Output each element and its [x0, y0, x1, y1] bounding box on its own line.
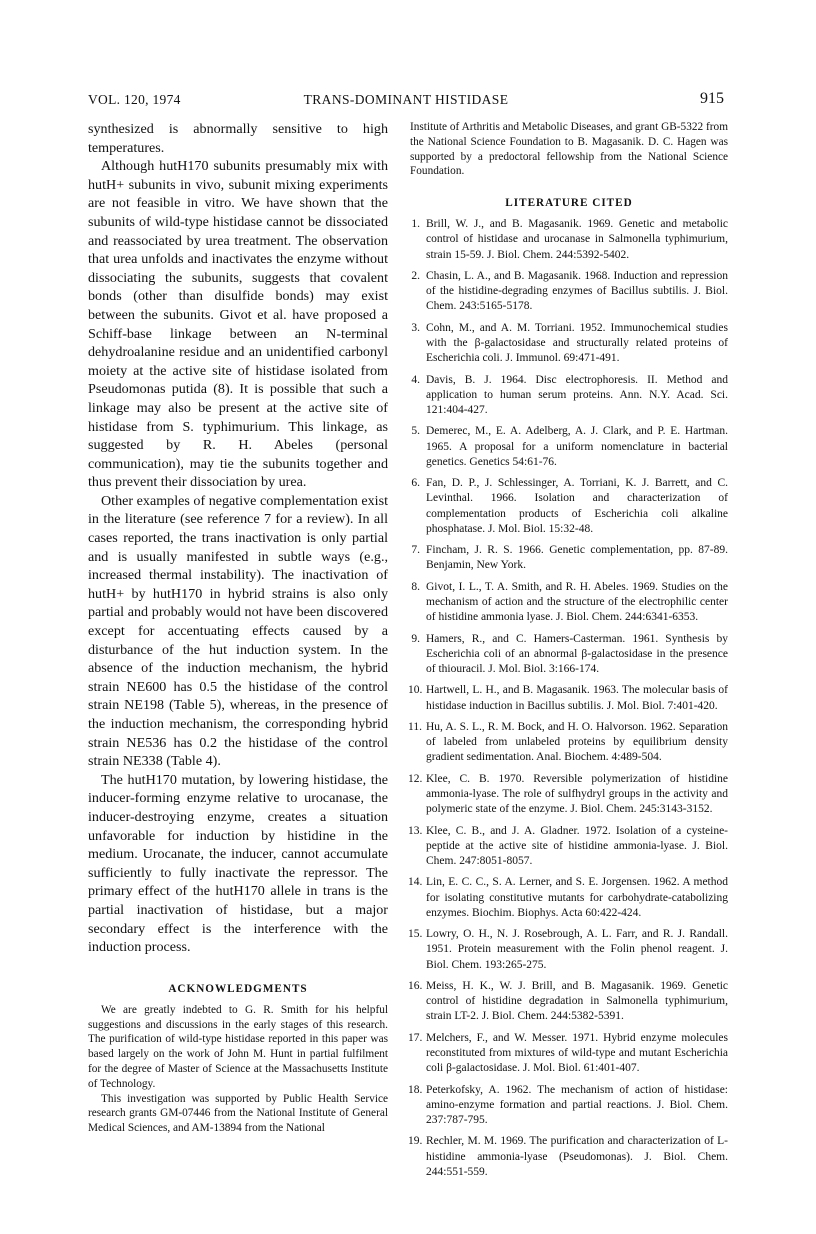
reference-number: 14.	[408, 876, 423, 889]
reference-item	[410, 580, 728, 626]
body-paragraph: synthesized is abnormally sensitive to high temperatures.	[88, 121, 388, 156]
reference-item	[410, 217, 728, 263]
body-paragraph: The hutH170 mutation, by lowering histidase, the inducer-forming enzyme relative to urocanase, the inducer-destroying enzyme, creates a situation unfavorable for induction by histidine in the medium. Urocanate, the inducer, cannot accumulate sufficiently to fully inactivate the repressor. The primary effect of the hutH170 allele in trans is the partial inactivation of histidase, but a major secondary effect is the interference with the induction process.	[88, 771, 388, 956]
reference-text: Peterkofsky, A. 1962. The mechanism of action of histidase: amino-enzyme formation and partial reactions. J. Biol. Chem. 237:787-795.	[426, 1083, 728, 1126]
reference-item	[410, 1031, 728, 1077]
left-column	[88, 120, 388, 1136]
reference-item	[410, 824, 728, 870]
reference-text: Lin, E. C. C., S. A. Lerner, and S. E. Jorgensen. 1962. A method for isolating constitutive mutants for carbohydrate-catabolizing enzymes. Biochim. Biophys. Acta 60:422-424.	[426, 876, 728, 919]
reference-text: Cohn, M., and A. M. Torriani. 1952. Immunochemical studies with the β-galactosidase and structurally related proteins of Escherichia coli. J. Immunol. 69:471-491.	[426, 321, 728, 365]
reference-number: 16.	[408, 979, 423, 992]
reference-number: 17.	[408, 1031, 423, 1044]
reference-text: Rechler, M. M. 1969. The purification and characterization of L-histidine ammonia-lyase (Pseudomonas). J. Biol. Chem. 244:551-559.	[426, 1135, 728, 1178]
reference-text: Hamers, R., and C. Hamers-Casterman. 1961. Synthesis by Escherichia coli of an abnormal β-galactosidase in the presence of thiouracil. J. Mol. Biol. 3:166-174.	[426, 632, 728, 675]
reference-item	[410, 632, 728, 678]
acknowledgment-paragraph: We are greatly indebted to G. R. Smith for his helpful suggestions and discussions in the early stages of this research. The purification of wild-type histidase reported in this paper was based largely on the work of John M. Hunt in partial fulfilment for the degree of Master of Science at the Massachusetts Institute of Technology.	[88, 1003, 388, 1090]
reference-number: 1.	[411, 218, 420, 231]
reference-item	[410, 927, 728, 973]
acknowledgment-continued: Institute of Arthritis and Metabolic Diseases, and grant GB-5322 from the National Science Foundation to B. Magasanik. D. C. Hagen was supported by a predoctoral fellowship from the National Science Foundation.	[410, 121, 728, 178]
reference-text: Fincham, J. R. S. 1966. Genetic complementation, pp. 87-89. Benjamin, New York.	[426, 544, 728, 572]
reference-number: 18.	[408, 1083, 423, 1096]
reference-number: 13.	[408, 824, 423, 837]
reference-number: 19.	[408, 1135, 423, 1148]
reference-text: Brill, W. J., and B. Magasanik. 1969. Genetic and metabolic control of histidase and urocanase in Salmonella typhimurium, strain 15-59. J. Biol. Chem. 244:5392-5402.	[426, 218, 728, 261]
reference-text: Melchers, F., and W. Messer. 1971. Hybrid enzyme molecules reconstituted from mixtures of wild-type and mutant Escherichia coli β-galactosidase. J. Mol. Biol. 61:401-407.	[426, 1031, 728, 1075]
reference-text: Chasin, L. A., and B. Magasanik. 1968. Induction and repression of the histidine-degrading enzymes of Bacillus subtilis. J. Biol. Chem. 243:5165-5178.	[426, 269, 728, 313]
reference-item	[410, 720, 728, 766]
reference-item	[410, 979, 728, 1025]
reference-text: Fan, D. P., J. Schlessinger, A. Torriani, K. J. Barrett, and C. Levinthal. 1966. Isolation and characterization of complementation products of Escherichia coli alkaline phosphatase. J. Mol. Biol. 15:32-48.	[426, 477, 728, 535]
reference-item	[410, 1134, 728, 1180]
body-paragraph: Although hutH170 subunits presumably mix with hutH+ subunits in vivo, subunit mixing experiments are not feasible in vitro. We have shown that the subunits of wild-type histidase cannot be dissociated and reassociated by urea treatment. The observation that urea unfolds and inactivates the enzyme without dissociating the subunits, suggests that covalent bonds (other than disulfide bonds) may exist between the subunits. Givot et al. have proposed a Schiff-base linkage between an N-terminal dehydroalanine residue and an unidentified carbonyl moiety at the active site of histidase isolated from Pseudomonas putida (8). It is possible that such a linkage may also be present at the active site of histidase from S. typhimurium. This linkage, as suggested by R. H. Abeles (personal communication), may tie the subunits together and thus prevent their dissociation by urea.	[88, 158, 388, 491]
reference-text: Givot, I. L., T. A. Smith, and R. H. Abeles. 1969. Studies on the mechanism of action and the structure of the electrophilic center of histidine ammonia lyase. J. Biol. Chem. 244:6341-6353.	[426, 580, 728, 624]
body-paragraph: Other examples of negative complementation exist in the literature (see reference 7 for a review). In all cases reported, the trans inactivation is only partial and is usually manifested in subtle ways (e.g., increased thermal instability). The inactivation of hutH+ by hutH170 in hybrid strains is also only partial and probably would not have been discovered except for accentuating effects caused by a disturbance of the hut induction system. In the absence of the induction mechanism, the hybrid strain NE600 has 0.5 the histidase of the control strain NE198 (Table 5), whereas, in the presence of the induction mechanism, the corresponding hybrid strain NE536 has 0.2 the histidase of the control strain NE338 (Table 4).	[88, 492, 388, 770]
reference-number: 12.	[408, 772, 423, 785]
reference-text: Hartwell, L. H., and B. Magasanik. 1963. The molecular basis of histidase induction in Bacillus subtilis. J. Mol. Biol. 7:401-420.	[426, 684, 728, 712]
reference-number: 15.	[408, 928, 423, 941]
reference-item	[410, 543, 728, 573]
literature-cited-heading: LITERATURE CITED	[505, 197, 633, 210]
right-column	[410, 120, 728, 1186]
reference-item	[410, 424, 728, 470]
reference-item	[410, 772, 728, 818]
reference-number: 4.	[411, 373, 420, 386]
reference-item	[410, 875, 728, 921]
reference-list	[410, 217, 728, 1180]
volume-label: VOL. 120, 1974	[88, 92, 181, 107]
reference-item	[410, 476, 728, 537]
reference-number: 3.	[411, 321, 420, 334]
reference-item	[410, 269, 728, 315]
page-number: 915	[700, 90, 724, 107]
reference-text: Lowry, O. H., N. J. Rosebrough, A. L. Farr, and R. J. Randall. 1951. Protein measurement with the Folin phenol reagent. J. Biol. Chem. 193:265-275.	[426, 928, 728, 971]
acknowledgment-paragraph: This investigation was supported by Public Health Service research grants GM-07446 from the National Institute of General Medical Sciences, and AM-13894 from the National	[88, 1092, 388, 1135]
reference-item	[410, 373, 728, 419]
reference-number: 6.	[411, 477, 420, 490]
reference-number: 11.	[408, 720, 422, 733]
reference-text: Demerec, M., E. A. Adelberg, A. J. Clark, and P. E. Hartman. 1965. A proposal for a uniform nomenclature in bacterial genetics. Genetics 54:61-76.	[426, 425, 728, 468]
reference-text: Hu, A. S. L., R. M. Bock, and H. O. Halvorson. 1962. Separation of labeled from unlabeled proteins by equilibrium density gradient sedimentation. Anal. Biochem. 4:489-504.	[426, 720, 728, 764]
reference-number: 10.	[408, 684, 423, 697]
reference-text: Klee, C. B., and J. A. Gladner. 1972. Isolation of a cysteine-peptide at the active site of histidine ammonia-lyase. J. Biol. Chem. 247:8051-8057.	[426, 824, 728, 867]
reference-text: Meiss, H. K., W. J. Brill, and B. Magasanik. 1969. Genetic control of histidine degradation in Salmonella typhimurium, strain LT-2. J. Biol. Chem. 244:5382-5391.	[426, 979, 728, 1023]
reference-item	[410, 321, 728, 367]
reference-number: 9.	[411, 632, 420, 645]
reference-item	[410, 683, 728, 713]
reference-item	[410, 1083, 728, 1129]
reference-number: 5.	[411, 425, 420, 438]
reference-text: Davis, B. J. 1964. Disc electrophoresis. II. Method and application to human serum proteins. Ann. N.Y. Acad. Sci. 121:404-427.	[426, 373, 728, 416]
reference-number: 7.	[411, 544, 420, 557]
reference-text: Klee, C. B. 1970. Reversible polymerization of histidine ammonia-lyase. The role of sulfhydryl groups in the activity and polymeric state of the enzyme. J. Biol. Chem. 245:3143-3152.	[426, 772, 728, 816]
reference-number: 2.	[411, 269, 420, 282]
running-header	[88, 92, 724, 112]
running-title: TRANS-DOMINANT HISTIDASE	[303, 92, 509, 107]
acknowledgments-heading: ACKNOWLEDGMENTS	[168, 982, 308, 995]
reference-number: 8.	[411, 580, 420, 593]
